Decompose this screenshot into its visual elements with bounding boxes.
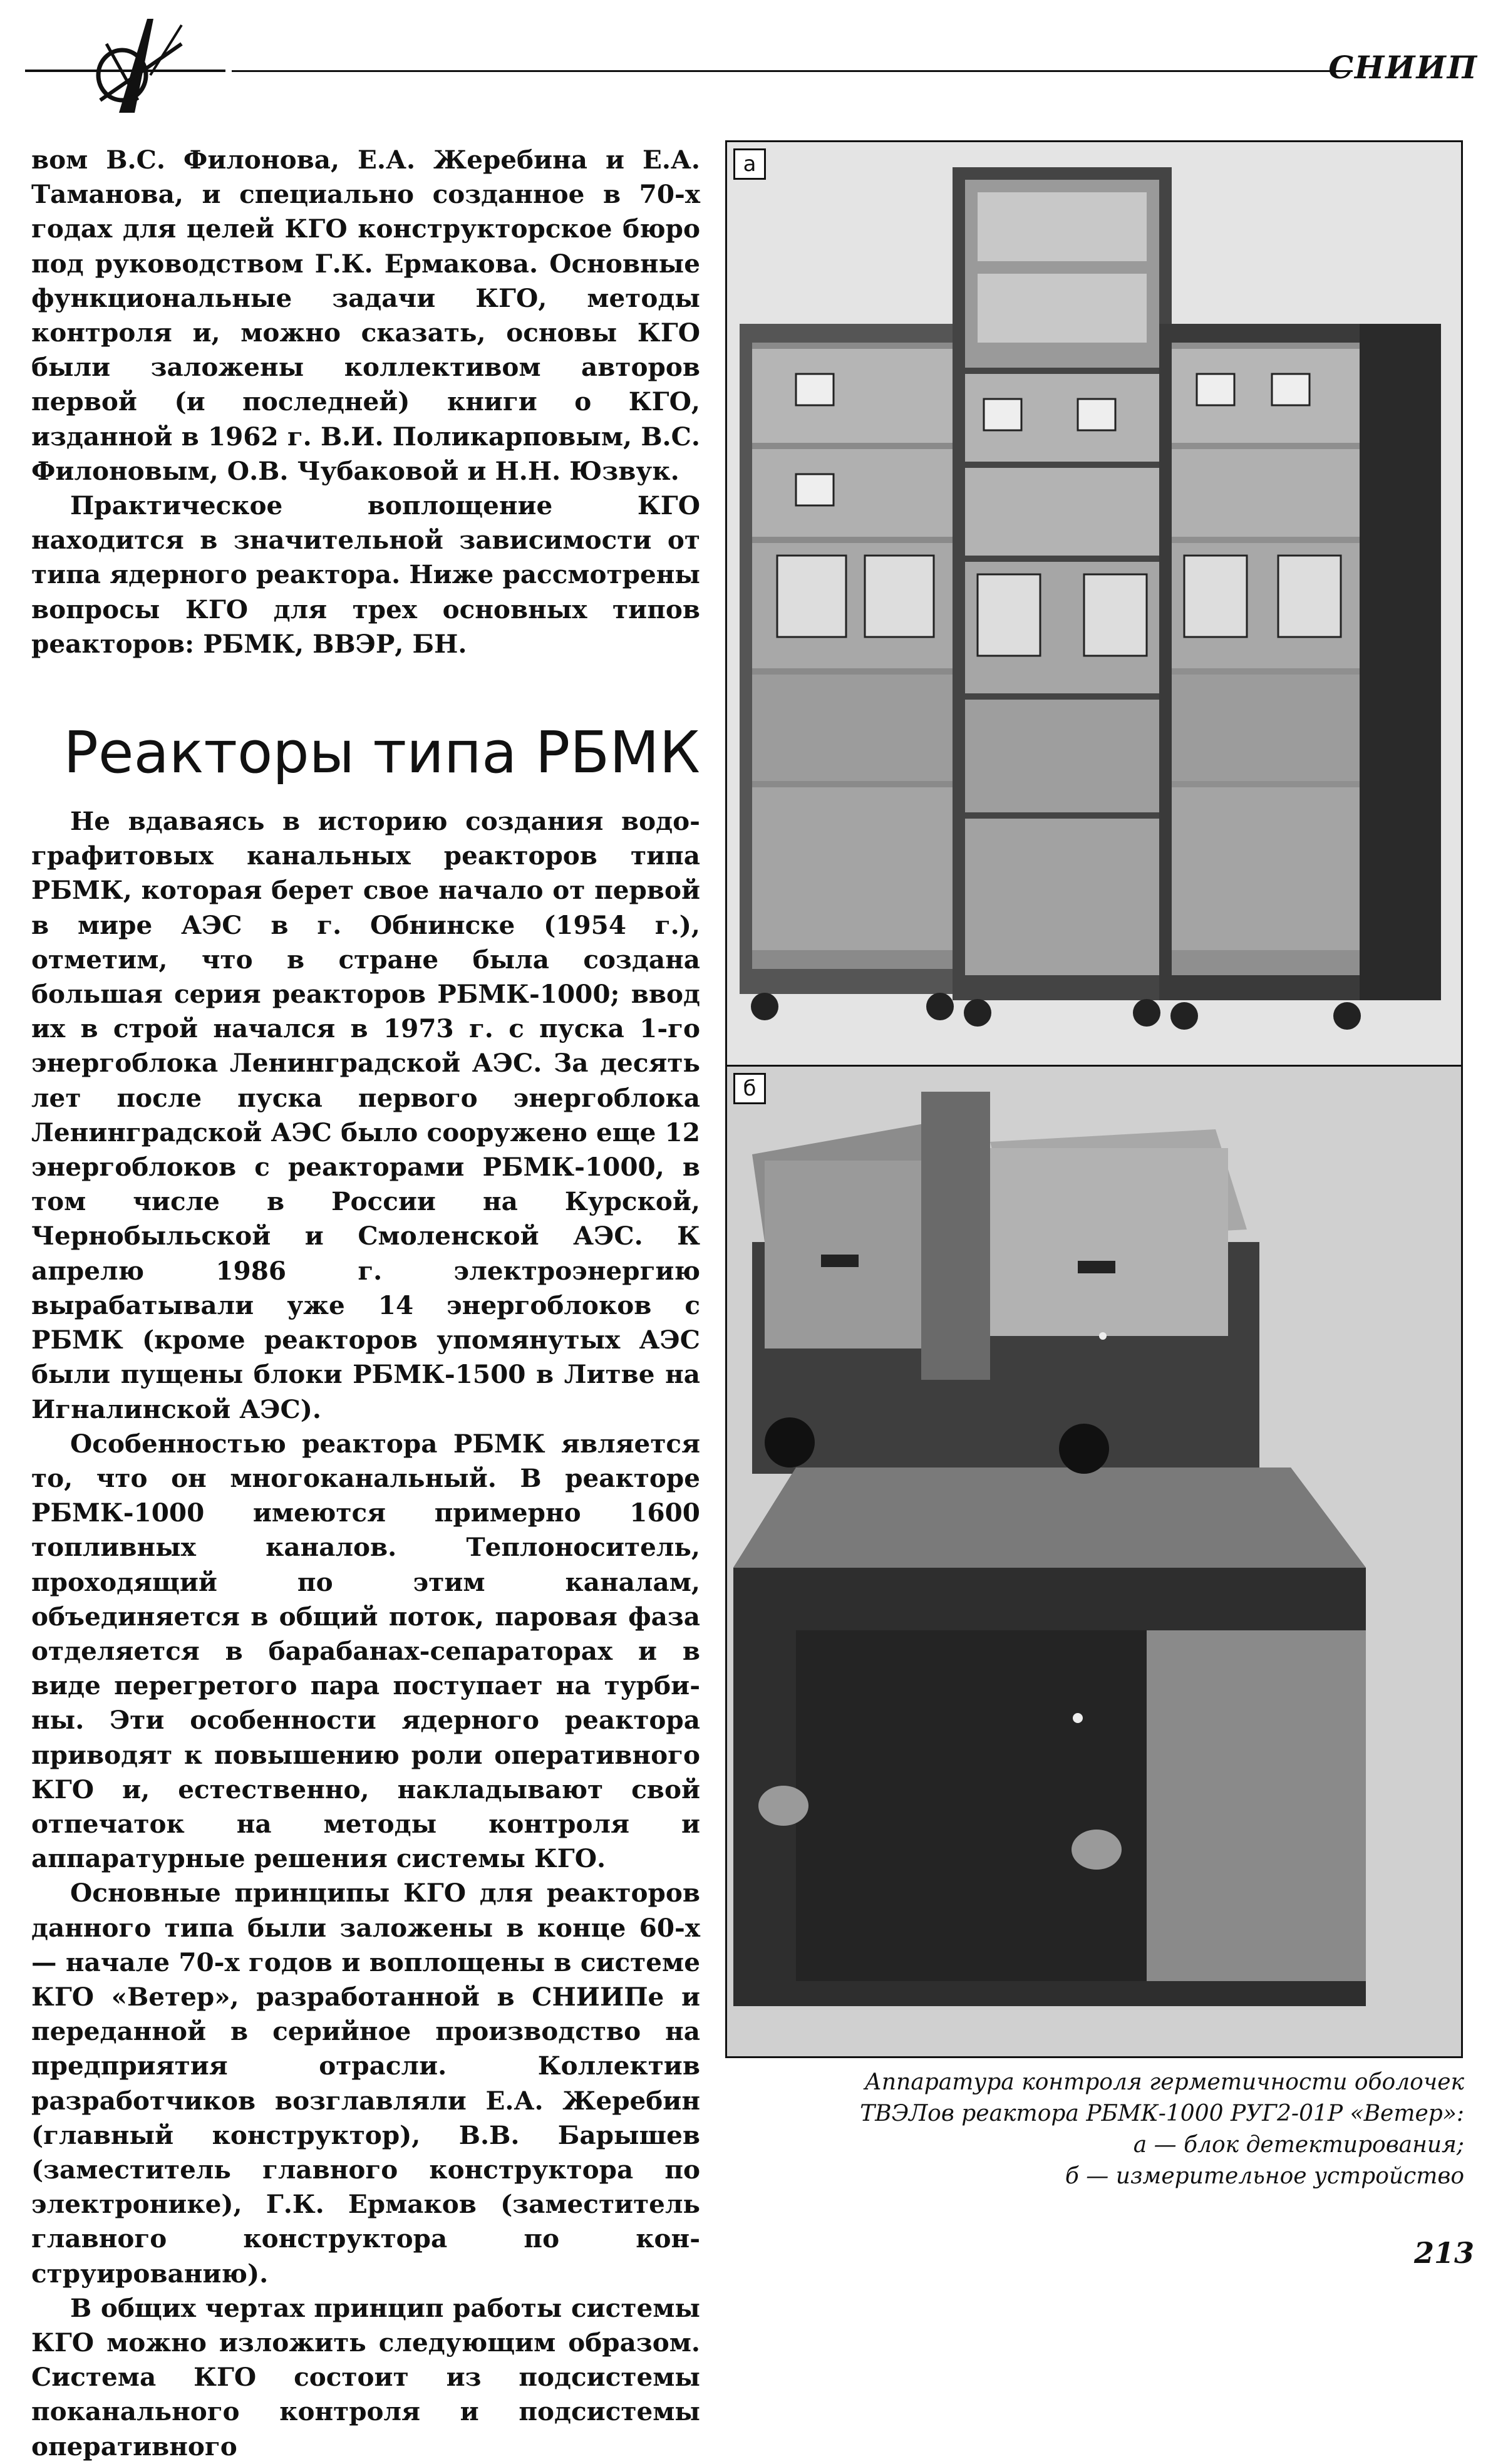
figure-b-label: б [733,1073,766,1104]
caption-line-4: б — измерительное устройство [1065,2163,1464,2189]
caption-line-1: Аппаратура контроля герметичности оболочек [864,2069,1464,2095]
intro-paragraph-1: вом В.С. Филонова, Е.А. Жеребина и Е.А. Таманова, и специально созданное в 70-х годах для целей КГО конструкторское бюро под руководством Г.К. Ермакова. Основные функциональные задачи КГО, методы контроля и, можно сказать, основы КГО были заложены коллективом авторов первой (и последней) книги о КГО, изданной в 1962 г. В.И. Поликарповым, В.С. Филоновым, О.В. Чубаковой и Н.Н. Юзвук. [31,145,700,486]
caption-line-3: а — блок детектирования; [1133,2132,1464,2158]
figure-b-measuring-device [725,1065,1463,2058]
header-brand: СНИИП [1328,49,1478,86]
text-column [31,143,700,2464]
left-rack-shape [740,324,965,1020]
page-number: 213 [1413,2236,1474,2270]
section-paragraph-4: В общих чертах принцип работы системы КГО можно изложить следующим образом. Система КГО состоит из подсистемы поканального контроля и подсистемы оперативного [31,2292,700,2461]
right-rack-shape [1159,324,1441,1030]
figure-a-equipment-racks [725,140,1463,1067]
figure-b-photo [727,1067,1461,2056]
header-rule [232,70,1353,72]
section-paragraph-2: Особенностью реактора РБМК является то, что он многоканальный. В реакторе РБМК-1000 имеются примерно 1600 топливных каналов. Теплоноситель, проходящий по этим каналам, объединяется в общий поток, паровая фаза отделяется в барабанах-сепараторах и в виде перегретого пара поступает на турбины. Эти особенности ядерного реактора приводят к повышению роли оперативного КГО и, естественно, накладывают свой отпечаток на методы контроля и аппаратурные решения системы КГО. [31,1428,700,1874]
publisher-logo [25,6,225,138]
figure-a-photo [727,142,1461,1065]
middle-rack-shape [953,167,1172,1027]
figure-caption [725,2067,1464,2192]
section-paragraph-1: Не вдаваясь в историю создания водо-графитовых канальных реакторов типа РБМК, которая берет свое начало от первой в мире АЭС в г. Обнинске (1954 г.), отметим, что в стране была создана большая серия реакторов РБМК-1000; ввод их в строй начался в 1973 г. с пуска 1-го энергоблока Ленинградской АЭС. За десять лет после пуска первого энергоблока Ленинградской АЭС было сооружено еще 12 энергоблоков с реакторами РБМК-1000, в том числе в России на Курской, Чернобыльской и Смоленской АЭС. К апрелю 1986 г. электроэнергию вырабатывали уже 14 энергоблоков с РБМК (кроме реакторов упомянутых АЭС были пущены блоки РБМК-1500 в Литве на Игналинской АЭС). [31,806,700,1424]
caption-line-2: ТВЭЛов реактора РБМК-1000 РУГ2-01Р «Ветер»: [860,2101,1464,2126]
section-heading: Реакторы типа РБМК [63,719,700,787]
figure-a-label: а [733,148,766,180]
section-paragraph-3: Основные принципы КГО для реакторов данного типа были заложены в конце 60-х — начале 70-х годов и воплощены в системе КГО «Ветер», разработанной в СНИИПе и переданной в серийное производство на предприятия отрасли. Коллектив разработчиков возглавляли Е.А. Жеребин (главный конструктор), В.В. Барышев (заместитель главного конструктора по электронике), Г.К. Ермаков (заместитель главного конструктора по конструированию). [31,1878,700,2289]
intro-paragraph-2: Практическое воплощение КГО находится в значительной зависимости от типа ядерного реактора. Ниже рассмотрены вопросы КГО для трех основных типов реакторов: РБМК, ВВЭР, БН. [31,490,700,659]
